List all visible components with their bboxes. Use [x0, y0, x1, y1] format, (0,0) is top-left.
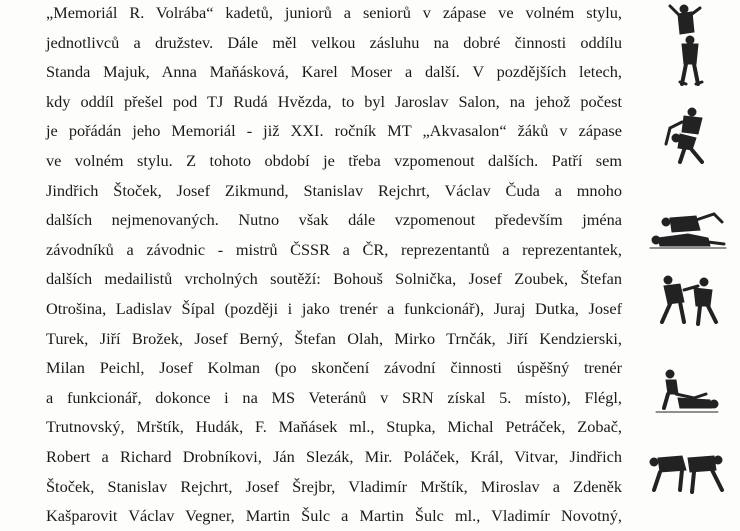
- wrestlers-throw-icon: [662, 104, 714, 164]
- text-line: kdy oddíl přešel pod TJ Rudá Hvězda, to byl Jaroslav Salon, na jehož počest: [46, 91, 622, 111]
- text-line: Turek, Jiří Brožek, Josef Berný, Štefan Olah, Mirko Trnčák, Jiří Kendzierski,: [46, 328, 622, 348]
- wrestlers-lift-icon: [664, 2, 710, 88]
- text-line: a funkcionář, dokonce i na MS Veteránů v SRN získal 5. místo), Flégl,: [46, 387, 622, 407]
- text-line: ve volném stylu. Z tohoto období je třeba vzpomenout dalších. Patří sem: [46, 150, 622, 170]
- wrestlers-pin-icon: [654, 368, 720, 416]
- wrestlers-ground-icon: [648, 208, 728, 252]
- text-line: Milan Peichl, Josef Kolman (po skončení závodní činnosti úspěšný trenér: [46, 358, 622, 378]
- text-line: dalších medailistů vrcholných soutěží: Bohouš Solnička, Josef Zoubek, Štefan: [46, 269, 622, 289]
- wrestlers-grapple-icon: [640, 448, 736, 500]
- text-line: dalších nejmenovaných. Nutno však dále vzpomenout především jména: [46, 210, 622, 230]
- text-line: Štoček, Stanislav Rejchrt, Josef Šrejbr, Vladimír Mrštík, Miroslav a Zdeněk: [46, 476, 622, 496]
- text-line: Jindřich Štoček, Josef Zikmund, Stanislav Rejchrt, Václav Čuda a mnoho: [46, 180, 622, 200]
- text-line: Trutnovský, Mrštík, Hudák, F. Maňásek ml., Stupka, Michal Petráček, Zobač,: [46, 417, 622, 437]
- wrestlers-takedown-icon: [654, 272, 720, 328]
- text-line: Kašparovit Václav Vegner, Martin Šulc a Martin Šulc ml., Vladimír Novotný,: [46, 506, 622, 526]
- text-line: Otrošina, Ladislav Šípal (později i jako trenér a funkcionář), Juraj Dutka, Josef: [46, 298, 622, 318]
- text-line: „Memoriál R. Volrába“ kadetů, juniorů a seniorů v zápase ve volném stylu,: [46, 3, 622, 22]
- text-line: Standa Majuk, Anna Maňásková, Karel Moser a další. V pozdějších letech,: [46, 62, 622, 82]
- body-text: [46, 0, 622, 531]
- wrestling-figures-column: [640, 0, 740, 520]
- text-line: jednotlivců a družstev. Dále měl velkou zásluhu na dobré činnosti oddílu: [46, 32, 622, 52]
- text-line: je pořádán jeho Memoriál - již XXI. ročník MT „Akvasalon“ žáků v zápase: [46, 121, 622, 141]
- text-line: závodníků a závodnic - mistrů ČSSR a ČR, reprezentantů a reprezentantek,: [46, 239, 622, 259]
- text-line: Robert a Richard Drobníkovi, Ján Slezák, Mir. Poláček, Král, Vitvar, Jindřich: [46, 446, 622, 466]
